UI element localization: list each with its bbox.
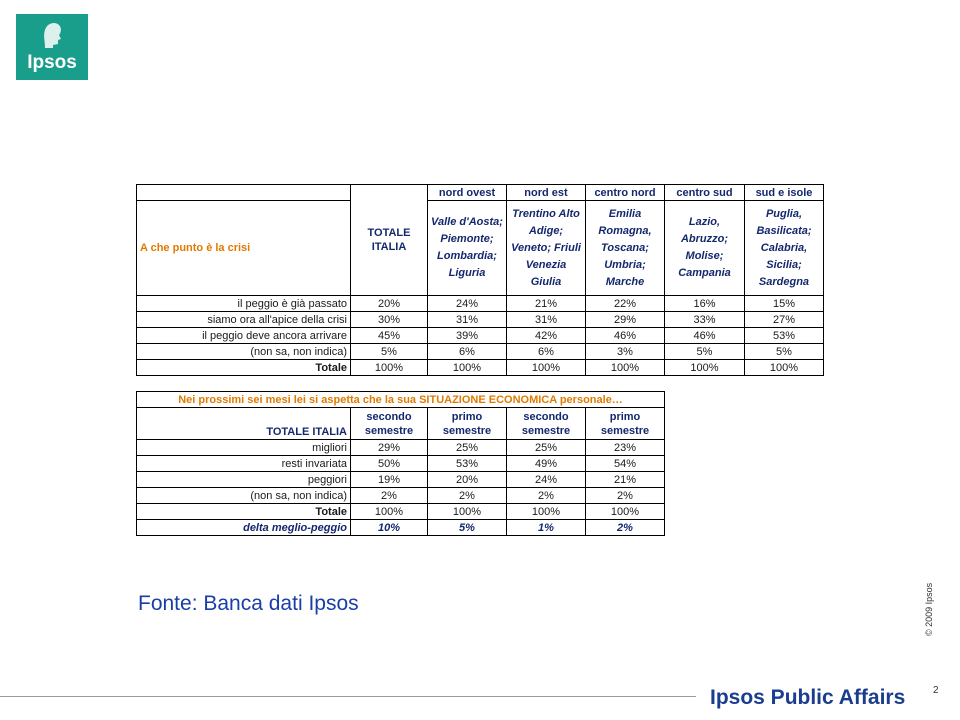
cell-value: 54% — [586, 456, 665, 472]
cell-value: 15% — [745, 296, 824, 312]
cell-value: 21% — [507, 296, 586, 312]
cell-value: 19% — [351, 472, 428, 488]
economic-situation-table — [136, 391, 665, 536]
table-row — [137, 328, 824, 344]
table-row — [137, 456, 665, 472]
cell-value: 6% — [428, 344, 507, 360]
total-row — [137, 360, 824, 376]
row-label: delta meglio-peggio — [137, 520, 351, 536]
cell-value: 39% — [428, 328, 507, 344]
cell-value: 100% — [665, 360, 745, 376]
cell-value: 10% — [351, 520, 428, 536]
cell-value: 100% — [428, 504, 507, 520]
table-row — [137, 344, 824, 360]
region-description: Emilia Romagna, Toscana; Umbria; Marche — [586, 201, 665, 296]
cell-value: 20% — [428, 472, 507, 488]
cell-value: 5% — [351, 344, 428, 360]
region-description: Trentino Alto Adige; Veneto; Friuli Venezia Giulia — [507, 201, 586, 296]
cell-value: 42% — [507, 328, 586, 344]
row-label: Totale — [137, 504, 351, 520]
row-label: il peggio deve ancora arrivare — [137, 328, 351, 344]
brand-name: Ipsos Public Affairs — [710, 686, 906, 709]
cell-value: 24% — [507, 472, 586, 488]
region-description: Valle d'Aosta; Piemonte; Lombardia; Liguria — [428, 201, 507, 296]
region-header: sud e isole — [745, 185, 824, 201]
cell-value: 31% — [507, 312, 586, 328]
cell-value: 2% — [428, 488, 507, 504]
table-row — [137, 440, 665, 456]
head-silhouette-icon — [41, 20, 63, 50]
cell-value: 1% — [507, 520, 586, 536]
question-label: A che punto è la crisi — [137, 201, 351, 296]
semester-header: secondo semestre — [507, 408, 586, 440]
row-label: (non sa, non indica) — [137, 488, 351, 504]
cell-value: 6% — [507, 344, 586, 360]
region-header: centro nord — [586, 185, 665, 201]
cell-value: 100% — [507, 360, 586, 376]
cell-value: 100% — [351, 360, 428, 376]
cell-value: 5% — [745, 344, 824, 360]
footer-divider — [0, 696, 696, 697]
corner-cell — [137, 185, 351, 201]
crisis-table — [136, 184, 824, 376]
cell-value: 16% — [665, 296, 745, 312]
semester-header: primo semestre — [428, 408, 507, 440]
cell-value: 29% — [586, 312, 665, 328]
ipsos-logo — [16, 14, 88, 80]
cell-value: 100% — [745, 360, 824, 376]
cell-value: 31% — [428, 312, 507, 328]
cell-value: 5% — [665, 344, 745, 360]
cell-value: 100% — [507, 504, 586, 520]
cell-value: 100% — [428, 360, 507, 376]
cell-value: 2% — [586, 488, 665, 504]
region-header: nord est — [507, 185, 586, 201]
cell-value: 27% — [745, 312, 824, 328]
copyright-notice: © 2009 Ipsos — [924, 582, 934, 636]
cell-value: 46% — [665, 328, 745, 344]
table-row — [137, 296, 824, 312]
cell-value: 46% — [586, 328, 665, 344]
cell-value: 53% — [745, 328, 824, 344]
region-header: centro sud — [665, 185, 745, 201]
totale-italia-label: TOTALE ITALIA — [137, 408, 351, 440]
region-header: nord ovest — [428, 185, 507, 201]
question-header: Nei prossimi sei mesi lei si aspetta che la sua SITUAZIONE ECONOMICA personale… — [137, 392, 665, 408]
delta-row — [137, 520, 665, 536]
cell-value: 2% — [507, 488, 586, 504]
cell-value: 50% — [351, 456, 428, 472]
cell-value: 45% — [351, 328, 428, 344]
totale-italia-header: TOTALE ITALIA — [351, 185, 428, 296]
row-label: il peggio è già passato — [137, 296, 351, 312]
row-label: (non sa, non indica) — [137, 344, 351, 360]
region-description: Lazio, Abruzzo; Molise; Campania — [665, 201, 745, 296]
cell-value: 24% — [428, 296, 507, 312]
cell-value: 30% — [351, 312, 428, 328]
row-label: Totale — [137, 360, 351, 376]
row-label: resti invariata — [137, 456, 351, 472]
row-label: peggiori — [137, 472, 351, 488]
cell-value: 2% — [586, 520, 665, 536]
region-description: Puglia, Basilicata; Calabria, Sicilia; Sardegna — [745, 201, 824, 296]
source-note: Fonte: Banca dati Ipsos — [138, 592, 359, 615]
cell-value: 21% — [586, 472, 665, 488]
cell-value: 22% — [586, 296, 665, 312]
row-label: siamo ora all'apice della crisi — [137, 312, 351, 328]
cell-value: 100% — [351, 504, 428, 520]
cell-value: 25% — [428, 440, 507, 456]
cell-value: 3% — [586, 344, 665, 360]
logo-text: Ipsos — [27, 52, 77, 73]
cell-value: 20% — [351, 296, 428, 312]
table-row — [137, 488, 665, 504]
cell-value: 29% — [351, 440, 428, 456]
page-number: 2 — [933, 685, 939, 696]
cell-value: 2% — [351, 488, 428, 504]
cell-value: 33% — [665, 312, 745, 328]
cell-value: 5% — [428, 520, 507, 536]
table-row — [137, 472, 665, 488]
cell-value: 25% — [507, 440, 586, 456]
semester-header: secondo semestre — [351, 408, 428, 440]
cell-value: 53% — [428, 456, 507, 472]
total-row — [137, 504, 665, 520]
semester-header: primo semestre — [586, 408, 665, 440]
table-row — [137, 312, 824, 328]
cell-value: 23% — [586, 440, 665, 456]
row-label: migliori — [137, 440, 351, 456]
cell-value: 49% — [507, 456, 586, 472]
cell-value: 100% — [586, 360, 665, 376]
cell-value: 100% — [586, 504, 665, 520]
